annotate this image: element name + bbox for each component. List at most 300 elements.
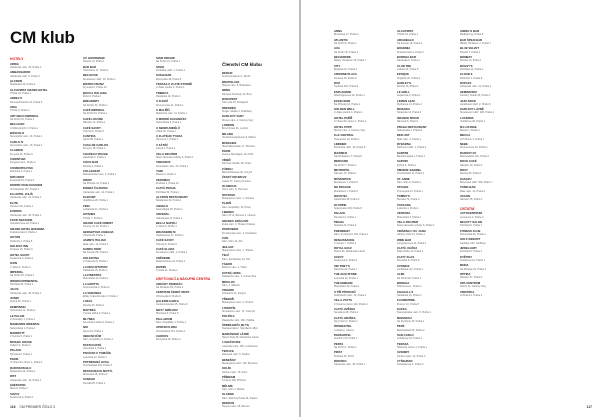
list-item: [10, 71, 76, 78]
list-item: [397, 360, 463, 367]
venue-address: Rámová 5, Praha 1: [397, 120, 419, 124]
venue-name: KUTNÁ HORA: [222, 270, 241, 275]
venue-name: LOKÁL: [83, 299, 93, 304]
section-heading: HOTELY: [10, 57, 24, 61]
venue-address: Masarykovo nám. 2, Třeboň: [222, 301, 254, 305]
venue-name: LIBEREC: [222, 210, 235, 214]
list-item: [334, 256, 400, 263]
venue-address: Pernštýnské nám. 1, Pardubice: [222, 231, 257, 235]
list-item: [156, 179, 222, 186]
venue-name: EUROPA: [10, 209, 22, 214]
venue-address: V Jámě 8, Praha 1: [156, 225, 177, 229]
venue-name: AUTOCENTRUM: [460, 211, 482, 216]
list-item: [222, 289, 288, 296]
list-item: [334, 178, 400, 185]
venue-address: Platnéřská 13, Praha 1: [83, 277, 109, 281]
venue-address: Rybná 9, Praha 1: [397, 163, 417, 167]
list-item: [460, 134, 526, 141]
venue-name: GALERIE HARFA: [156, 299, 179, 304]
venue-address: Staré zámecké schody 6, Praha 1: [156, 155, 194, 159]
list-item: [222, 350, 288, 357]
venue-address: Nitranská 13, Praha 3: [397, 111, 422, 115]
list-item: [397, 73, 463, 80]
venue-name: METROPOL: [334, 168, 350, 172]
venue-address: U Průhonu 3, Praha 7: [460, 137, 485, 141]
venue-name: KEMPINSKI: [10, 304, 26, 309]
list-item: [83, 92, 149, 99]
venue-name: PRESIDENT: [334, 228, 351, 233]
venue-name: LEMON LEAF: [397, 98, 416, 103]
venue-address: Tržiště 9, Praha 1: [10, 109, 30, 113]
venue-name: SAVOY: [334, 254, 344, 259]
list-item: [334, 221, 400, 228]
list-item: [397, 169, 463, 176]
venue-address: Pařížská 30, Praha 1: [10, 283, 34, 287]
venue-name: U MALÍŘŮ: [156, 108, 170, 113]
list-item: [334, 160, 400, 167]
venue-name: SAPORI: [397, 159, 408, 164]
list-item: [397, 108, 463, 115]
list-item: [10, 115, 76, 122]
venue-address: Husova 17, Praha 1: [156, 138, 179, 142]
venue-name: MÖVENPICK: [334, 176, 351, 181]
list-item: [156, 326, 222, 333]
venue-name: SHERATON: [10, 383, 26, 388]
list-item: [334, 169, 400, 176]
venue-name: POTREFENÁ HUSA: [83, 360, 109, 365]
venue-address: Malé nám. 12, Praha 1: [460, 189, 486, 193]
list-item: [10, 193, 76, 200]
venue-address: V Celnici 8, Praha 1: [10, 335, 33, 339]
list-item: [83, 161, 149, 168]
list-item: [334, 343, 400, 350]
venue-name: MLÝNEC: [83, 316, 95, 321]
venue-address: Staroměstské nám. 5, Praha 1: [397, 311, 431, 315]
section-heading: UBYTOVACÍ A NÁKUPNÍ CENTRA: [156, 277, 211, 282]
list-item: [397, 56, 463, 63]
list-item: [334, 65, 400, 72]
list-item: [460, 195, 526, 202]
list-item: [334, 291, 400, 298]
venue-name: ELEFANT: [83, 195, 96, 199]
list-item: [156, 92, 222, 99]
list-item: [222, 81, 288, 88]
venue-name: PRAHA RESTAURANT: [397, 124, 427, 129]
list-item: [334, 82, 400, 89]
list-item: [334, 126, 400, 133]
list-item: [222, 341, 288, 348]
venue-address: Karlovo nám. 78, Kolín: [222, 370, 248, 374]
list-item: [222, 263, 288, 270]
venue-name: PLZEŇ: [222, 201, 232, 206]
list-item: [83, 135, 149, 142]
venue-name: AU GOURMAND: [83, 56, 105, 60]
list-item: [156, 109, 222, 116]
list-item: [83, 352, 149, 359]
venue-name: GOLDEN WELL: [334, 107, 355, 112]
venue-name: RADISSON BLU: [10, 365, 32, 370]
venue-address: Národní 20, Praha 1: [460, 163, 483, 167]
venue-address: Tržiště 19, Praha 1: [10, 91, 32, 95]
venue-address: Lublaňská 11, Praha 2: [83, 207, 108, 211]
list-item: [10, 245, 76, 252]
venue-name: TOSCANA: [397, 202, 411, 207]
listing-column: [334, 30, 400, 395]
venue-address: Křemencova 11, Praha 1: [156, 103, 184, 107]
list-item: [397, 291, 463, 298]
venue-name: POLIČKA: [222, 314, 235, 319]
list-item: [222, 228, 288, 235]
venue-name: MARIÁNSKÉ LÁZNĚ: [222, 331, 250, 336]
venue-address: Jánský vršek 11, Praha 1: [397, 233, 425, 237]
list-item: [334, 308, 400, 315]
venue-name: BRATISLAVA: [222, 79, 240, 84]
list-item: [83, 257, 149, 264]
venue-name: CHAGALL'S: [397, 289, 414, 294]
venue-name: ESPLANADE: [334, 89, 352, 94]
list-item: [222, 385, 288, 392]
list-item: [334, 299, 400, 306]
venue-address: Via Montenapoleone 8, Miláno: [222, 136, 256, 140]
venue-address: Koulova 15, Praha 6: [334, 76, 357, 80]
list-item: [10, 341, 76, 348]
venue-name: ROYAL GOLF: [334, 246, 353, 251]
list-item: [156, 66, 222, 73]
list-item: [334, 273, 400, 280]
venue-name: RED HOT: [397, 133, 410, 138]
list-item: [334, 47, 400, 54]
venue-name: ICON: [10, 261, 17, 266]
venue-name: PALLADIUM: [156, 316, 173, 321]
venue-address: Moravská 18, Praha 2: [83, 373, 108, 377]
list-item: [156, 187, 222, 194]
venue-name: HRADEC KRÁLOVÉ: [222, 218, 249, 223]
list-item: [397, 256, 463, 263]
list-item: [156, 161, 222, 168]
venue-address: Belgická 10, Praha 2: [334, 68, 358, 72]
venue-address: Keplerova 6, Praha 1: [10, 257, 34, 261]
list-item: [83, 66, 149, 73]
venue-name: DIPLOMAT: [10, 174, 25, 179]
venue-name: SIR TOBY'S: [334, 263, 350, 268]
list-item: [460, 82, 526, 89]
venue-name: DUO: [334, 81, 341, 86]
venue-name: ALCRON: [10, 78, 22, 83]
venue-address: Týnská ulička 6, Praha 1: [83, 312, 111, 316]
venue-address: Hybernská 12, Praha 1: [10, 309, 36, 313]
list-item: [334, 186, 400, 193]
venue-address: Staré zámecké schody 6, Praha 1: [397, 224, 435, 228]
venue-address: Na Porlče 30, Praha 1: [83, 103, 108, 107]
list-item: [397, 117, 463, 124]
venue-address: Králodvorská 4, Praha 1: [397, 50, 424, 54]
venue-name: ARCHIBALD: [397, 37, 414, 42]
list-item: [83, 118, 149, 125]
venue-address: Na Poříčí 15, Praha 1: [83, 112, 108, 116]
venue-address: Masná 3, Praha 1: [156, 173, 176, 177]
venue-address: Velké nám. 3, Hradec Králové: [222, 222, 256, 226]
venue-address: Ostrovní 32, Praha 1: [10, 204, 34, 208]
list-item: [156, 135, 222, 142]
list-item: [83, 213, 149, 220]
venue-name: SAVOY: [10, 391, 20, 396]
venue-address: Vítězná 5, Praha 5: [83, 129, 104, 133]
venue-address: V Kolkovně 8, Praha 1: [83, 260, 108, 264]
venue-address: Anglická 20, Praha 2: [397, 76, 421, 80]
venue-address: Jakubská 2, Praha 1: [83, 155, 106, 159]
venue-name: SAN CARLO: [397, 333, 414, 338]
venue-name: BLUE VELVET: [460, 46, 480, 51]
venue-address: Bělehradská 120, Praha 2: [460, 154, 489, 158]
list-item: [10, 375, 76, 382]
venue-address: Vladislavova 17, Praha 1: [156, 234, 184, 238]
venue-address: Nám. Starosty Pavla 44, Kladno: [222, 396, 258, 400]
list-item: [222, 376, 288, 383]
list-item: [83, 100, 149, 107]
venue-address: Křemencova 10, Praha 1: [460, 146, 488, 150]
venue-name: ALCHYMIST GRAND HOTEL: [10, 87, 48, 92]
venue-name: ŠPINDLERŮV MLÝN: [222, 322, 249, 327]
venue-name: PENTA: [334, 341, 344, 346]
list-item: [334, 230, 400, 237]
venue-address: Králodvorská 4, Praha 1: [10, 230, 37, 234]
venue-name: FINO: [83, 203, 90, 208]
list-item: [397, 299, 463, 306]
venue-name: ANNA: [334, 29, 343, 33]
list-item: [156, 153, 222, 160]
list-item: [397, 265, 463, 272]
venue-name: TELČ: [222, 253, 230, 258]
list-item: [397, 126, 463, 133]
venue-address: Nám. Curieových 100, Praha 1: [334, 233, 369, 237]
list-item: [334, 265, 400, 272]
venue-name: CENTRUM ČERNÝ MOST: [156, 290, 190, 295]
venue-address: Horní nám. 5, Olomouc: [222, 188, 248, 192]
list-item: [222, 333, 288, 340]
venue-name: ARZENÁL: [156, 212, 170, 217]
list-item: [83, 196, 149, 203]
list-item: [10, 332, 76, 339]
venue-address: Nad Rokytkou 3, Praha 8: [334, 154, 362, 158]
list-item: [460, 108, 526, 115]
list-item: [397, 91, 463, 98]
venue-name: DOBRÁ ČAJOVNA: [83, 186, 108, 191]
list-item: [397, 30, 463, 37]
venue-address: Václavské nám. 5, Praha 1: [10, 74, 40, 78]
venue-address: Malé nám. 14, Praha 1: [83, 242, 109, 246]
venue-name: U ZLATÉHO TYGRA: [156, 134, 183, 139]
list-item: [10, 176, 76, 183]
venue-address: Rohanské nábř. 19, Praha 8: [334, 146, 366, 150]
list-item: [156, 83, 222, 90]
venue-name: SUSHI BAR: [156, 73, 172, 78]
list-item: [334, 282, 400, 289]
list-item: [334, 334, 400, 341]
list-item: [156, 222, 222, 229]
venue-name: VÍDEŇ: [222, 157, 231, 162]
section-heading: OSTATNÍ: [460, 206, 475, 211]
venue-name: COSMOPOLITAN: [10, 165, 33, 170]
venue-address: Na Poříčí 9, Praha 1: [334, 41, 357, 45]
list-item: [10, 228, 76, 235]
venue-name: BUGSY'S: [460, 63, 473, 68]
venue-address: Husovo nám. 68, Beroun: [222, 405, 250, 409]
list-item: [156, 283, 222, 290]
list-item: [397, 334, 463, 341]
venue-address: Žitná 8, Praha 2: [10, 387, 28, 391]
venue-address: Dlouhá 33, Praha 1: [460, 172, 482, 176]
list-item: [222, 168, 288, 175]
venue-name: PIVOVAR U TOMÁŠE: [83, 351, 111, 356]
venue-name: LUCERNA: [460, 115, 474, 120]
venue-address: Novotného lávka 9, Praha 1: [83, 320, 114, 324]
venue-name: LA DEGUSTATION: [83, 264, 108, 269]
list-item: [222, 281, 288, 288]
list-item: [10, 358, 76, 365]
list-item: [156, 127, 222, 134]
venue-name: RENAISSANCE: [334, 237, 355, 242]
list-item: [460, 230, 526, 237]
venue-name: CARLO IV: [10, 139, 24, 144]
list-item: [83, 222, 149, 229]
list-item: [334, 204, 400, 211]
venue-name: DORINT DON GIOVANNI: [10, 183, 43, 188]
list-item: [222, 150, 288, 157]
venue-address: Senovážné nám. 13, Praha 1: [10, 144, 43, 148]
venue-address: Janáčkovo nábř. 2, Praha 5: [460, 102, 491, 106]
list-item: [83, 74, 149, 81]
venue-name: CITY: [334, 63, 341, 68]
venue-name: ZEROMAX: [156, 177, 170, 182]
list-item: [83, 309, 149, 316]
venue-address: Vězeňská 1, Praha 1: [83, 346, 107, 350]
venue-name: PIRÁT: [334, 350, 343, 355]
venue-address: Pražská 15, Plzeň: [334, 354, 355, 358]
venue-address: Krymská 2, Praha 10: [83, 86, 107, 90]
list-item: [156, 196, 222, 203]
list-item: [334, 152, 400, 159]
list-item: [83, 170, 149, 177]
venue-name: U SEDMI ANDĚLŮ: [156, 125, 180, 130]
list-item: [397, 308, 463, 315]
list-item: [460, 247, 526, 254]
venue-name: THE EMBLEM: [334, 280, 353, 285]
venue-name: BEAUTY SALON: [460, 220, 483, 225]
list-item: [156, 118, 222, 125]
venue-address: Národní 37, Praha 1: [460, 276, 483, 280]
list-item: [83, 153, 149, 160]
list-item: [222, 159, 288, 166]
venue-name: GRAND HOTEL BOHEMIA: [10, 226, 45, 231]
venue-name: NEBE: [460, 141, 468, 146]
venue-address: Na Poříčí 15, Praha 1: [10, 274, 35, 278]
venue-name: LINDNER: [334, 141, 347, 146]
venue-name: AMBASSADOR: [10, 70, 31, 75]
list-item: [222, 237, 288, 244]
venue-name: HOTEL PAŘÍŽ: [334, 115, 353, 120]
list-item: [156, 239, 222, 246]
list-item: [10, 184, 76, 191]
venue-name: NH PRAGUE: [334, 185, 351, 190]
venue-name: PARIS: [222, 149, 231, 154]
venue-address: Zlatnická 3, Praha 1: [10, 170, 33, 174]
venue-name: MIKULOV: [222, 279, 235, 284]
venue-address: Nerudova 48, Praha 1: [334, 311, 359, 315]
venue-address: Plzeňská 8, Praha 5: [156, 312, 179, 316]
list-item: [156, 335, 222, 342]
section-subtitle: Členství CM klubu: [222, 62, 262, 67]
list-item: [10, 89, 76, 96]
venue-address: Bělehradská 54, Praha 2: [397, 328, 425, 332]
venue-name: LA FINESTRA: [83, 273, 102, 278]
list-item: [222, 211, 288, 218]
list-item: [10, 367, 76, 374]
venue-address: Vinohradská 151, Praha 3: [156, 329, 185, 333]
venue-address: Na Kampě 15, Praha 1: [397, 41, 423, 45]
venue-name: VILLA RICHTER: [156, 151, 178, 156]
list-item: [156, 257, 222, 264]
list-item: [222, 220, 288, 227]
venue-name: ATLANTIC: [334, 37, 348, 42]
venue-address: Cihelná 2b, Praha 1: [83, 234, 106, 238]
venue-address: Vinohradská 11, Praha 2: [397, 172, 425, 176]
venue-address: U Zlaté studně 4, Praha 1: [156, 86, 185, 90]
list-item: [10, 384, 76, 391]
venue-name: BRNO: [222, 88, 231, 93]
venue-name: MARRIOTT: [10, 330, 25, 335]
venue-address: Václavské nám. 16, Praha 1: [10, 378, 42, 382]
venue-address: Žitná 8, Praha 2: [83, 95, 101, 99]
list-item: [222, 142, 288, 149]
venue-name: CROWNE PLAZA: [334, 72, 357, 77]
list-item: [156, 213, 222, 220]
list-item: [10, 106, 76, 113]
venue-address: U Obecního domu 1, Praha 1: [10, 361, 43, 365]
venue-address: Tržiště 19, Praha 1: [397, 33, 419, 37]
list-item: [10, 297, 76, 304]
venue-address: U Obecního domu 1, Praha 1: [334, 120, 367, 124]
venue-address: Lužická 14, Praha 2: [460, 293, 483, 297]
venue-name: NOI: [83, 325, 88, 330]
venue-name: INTERHOTEL: [334, 324, 352, 329]
list-item: [460, 30, 526, 37]
venue-name: CLOUD 9: [460, 72, 473, 77]
venue-address: Pštrossova 1, Praha 1: [397, 285, 422, 289]
venue-address: Vodičkova 34, Praha 1: [397, 337, 423, 341]
venue-address: Washingtonova 19, Praha 1: [334, 94, 365, 98]
venue-name: LUHAČOVICE: [222, 340, 241, 345]
venue-name: OSTRAVA: [222, 192, 236, 197]
venue-address: Haštalská 13, Praha 1: [397, 293, 422, 297]
venue-name: ROKOKO: [334, 359, 347, 364]
list-item: [10, 123, 76, 130]
list-item: [334, 134, 400, 141]
venue-address: Nám. Republiky 5, Praha 1: [83, 338, 113, 342]
venue-address: Vodičkova 36, Praha 1: [460, 120, 486, 124]
list-item: [222, 98, 288, 105]
list-item: [222, 133, 288, 140]
venue-name: BAR ŠPEJCHAR: [460, 37, 483, 42]
list-item: [460, 256, 526, 263]
venue-name: RYBÁRNA: [397, 141, 411, 146]
venue-address: Obroková 10, Znojmo: [222, 292, 247, 296]
page-number: 116: [10, 405, 16, 409]
list-item: [397, 160, 463, 167]
venue-name: TONIC BAR: [460, 185, 476, 190]
venue-name: ALIBI: [397, 272, 405, 277]
venue-address: Štěpánská 40, Praha 1: [10, 369, 36, 373]
list-item: [334, 117, 400, 124]
